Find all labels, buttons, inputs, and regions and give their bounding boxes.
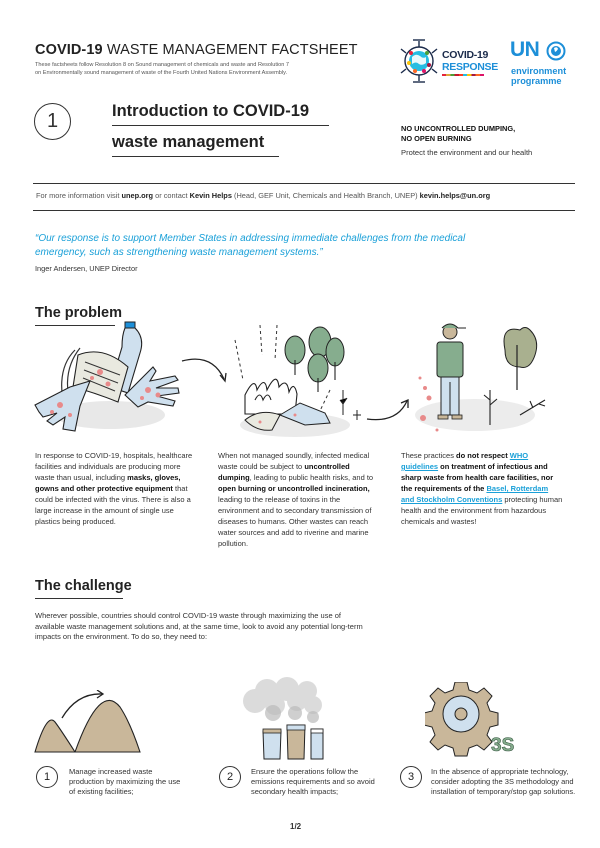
problem-column-2 [218, 450, 378, 549]
bold-text: do not respect [456, 451, 510, 460]
un-emblem-icon [546, 41, 566, 61]
health-impact-illustration [415, 320, 565, 440]
covid-logo-line-1: COVID-19 [442, 49, 489, 61]
step-number-3: 3 [400, 766, 422, 788]
bold-text: open burning or uncontrolled incineration, [218, 484, 370, 493]
unep-logo [510, 40, 590, 90]
emissions-stacks-illustration [235, 673, 335, 763]
factsheet-subtitle [35, 62, 365, 77]
step-number-1: 1 [36, 766, 58, 788]
open-burning-illustration [225, 320, 375, 445]
text: When not managed soundly, infected medical waste could be subject to [218, 451, 370, 471]
title-bold: COVID-19 [35, 42, 103, 58]
divider [33, 210, 575, 211]
text: leading to the release of toxins in the environment and to secondary transmission of diseases to humans. Other wastes can reach water sources and add to riverine and marine pollution. [218, 495, 372, 548]
text: In response to COVID-19, hospitals, healthcare facilities and individuals are producing more waste than usual, including [35, 451, 193, 482]
3s-label: 3S [491, 735, 515, 756]
factsheet-title [35, 42, 358, 58]
director-quote: “Our response is to support Member States in addressing immediate challenges from the medical emergency, such as strengthening waste management systems.” [35, 233, 466, 258]
step-text-1: Manage increased waste production by maximizing the use of existing facilities; [69, 767, 181, 796]
title-underline [112, 156, 279, 157]
unep-site-link[interactable]: unep.org [121, 191, 154, 200]
covid-logo-line-2: RESPONSE [442, 61, 498, 73]
warning-text [401, 124, 515, 144]
problem-column-3 [401, 450, 563, 527]
unep-logo-line-1: environment [511, 66, 567, 76]
warning-line-2: NO OPEN BURNING [401, 134, 472, 143]
text: protecting human health and the environment from hazardous chemicals and wastes! [401, 495, 563, 526]
text: These practices [401, 451, 457, 460]
divider [33, 183, 575, 184]
unep-logo-line-2: programme [511, 76, 562, 86]
intro-title-line-2: waste management [112, 133, 265, 151]
section-number-badge: 1 [34, 103, 71, 140]
title-rest: WASTE MANAGEMENT FACTSHEET [102, 42, 358, 58]
step-text-3: In the absence of appropriate technology, consider adopting the 3S methodology and installation of temporary/stop gap solutions. [431, 767, 576, 796]
conventions-link[interactable]: Basel, Rotterdam and Stockholm Conventions [401, 484, 549, 504]
covid-response-logo [398, 38, 508, 84]
problem-column-1 [35, 450, 200, 527]
contact-person: Kevin Helps [189, 191, 232, 200]
challenge-heading: The challenge [35, 578, 132, 594]
unep-logo-un: UN [510, 38, 540, 61]
text: that could be infected with the virus. There is also a large increase in the amount of single use plastics being produced. [35, 484, 191, 526]
step-number-2: 2 [219, 766, 241, 788]
virus-globe-icon [398, 38, 440, 84]
contact-role: (Head, GEF Unit, Chemicals and Health Branch, UNEP) [231, 191, 420, 200]
contact-prefix: For more information visit [36, 191, 122, 200]
step-text-2: Ensure the operations follow the emissions requirements and so avoid secondary health impacts; [251, 767, 375, 796]
arrow-icon [180, 355, 230, 385]
page-number: 1/2 [290, 822, 302, 831]
contact-info [36, 191, 490, 200]
bold-text: masks, gloves, gowns and other protective equipment [35, 473, 181, 493]
subtitle-line-1: These factsheets follow Resolution 8 on Sound management of chemicals and waste and Resolution 7 [35, 62, 290, 68]
problem-heading: The problem [35, 305, 123, 321]
warning-line-1: NO UNCONTROLLED DUMPING, [401, 124, 516, 133]
who-guidelines-link[interactable]: WHO guidelines [401, 451, 529, 471]
contact-email-link[interactable]: kevin.helps@un.org [419, 191, 491, 200]
quote-author: Inger Andersen, UNEP Director [35, 264, 138, 273]
bold-text: uncontrolled dumping [218, 462, 350, 482]
heading-underline [35, 598, 123, 599]
text: , leading to public health risks, and to [249, 473, 374, 482]
bold-text: on treatment of infectious and sharp waste from health care facilities, nor the requirements of the [401, 462, 554, 493]
title-underline [112, 125, 329, 126]
waste-piles-illustration [30, 690, 150, 755]
ppe-waste-illustration [30, 320, 190, 440]
arrow-icon [365, 395, 415, 425]
subtitle-line-2: on Environmentally sound management of waste of the Fourth United Nations Environment Assembly. [35, 69, 288, 76]
challenge-intro: Wherever possible, countries should control COVID-19 waste through maximizing the use of available waste management solutions and, at the same time, look to avoid any potential long-term impacts on the environment. To do so, they need to: [35, 611, 363, 641]
protect-tagline: Protect the environment and our health [401, 148, 533, 157]
intro-title-line-1: Introduction to COVID-19 [112, 102, 310, 120]
sdg-color-bar [442, 74, 484, 76]
contact-mid: or contact [153, 191, 190, 200]
